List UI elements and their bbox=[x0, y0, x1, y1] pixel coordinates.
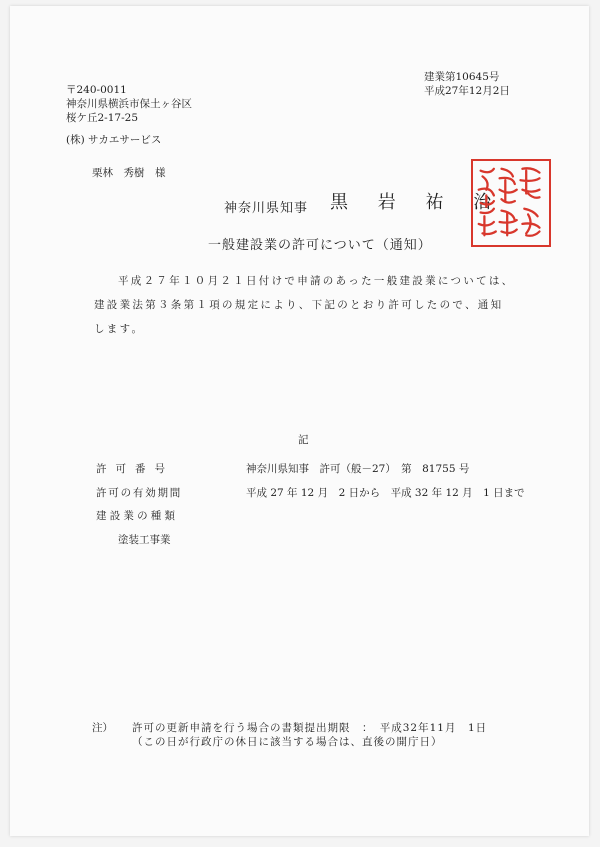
detail-label-validity: 許可の有効期間 bbox=[96, 487, 183, 499]
note-line-1: 許可の更新申請を行う場合の書類提出期限 ： 平成32年11月 1日 bbox=[132, 722, 488, 734]
note-prefix: 注） bbox=[92, 722, 113, 734]
note-line-2: （この日が行政庁の休日に該当する場合は、直後の開庁日） bbox=[132, 736, 443, 748]
address-line-1: 神奈川県横浜市保土ヶ谷区 bbox=[66, 98, 192, 110]
body-line-1: 平成２７年１０月２１日付けで申請のあった一般建設業については、 bbox=[118, 275, 515, 287]
detail-value-validity: 平成 27 年 12 月 2 日から 平成 32 年 12 月 1 日まで bbox=[246, 487, 525, 499]
body-line-2: 建設業法第３条第１項の規定により、下記のとおり許可したので、通知 bbox=[94, 299, 504, 311]
document-page bbox=[10, 6, 589, 836]
recipient-person: 栗林 秀樹 様 bbox=[92, 167, 166, 179]
body-line-3: します。 bbox=[94, 323, 145, 335]
issuer-name: 黒 岩 祐 治 bbox=[330, 192, 504, 213]
company-name: (株) サカエサービス bbox=[66, 134, 162, 146]
issuer-title: 神奈川県知事 bbox=[224, 201, 309, 216]
business-type-value: 塗装工事業 bbox=[118, 534, 171, 546]
detail-label-permit-number: 許可番号 bbox=[96, 463, 174, 475]
postal-code: 〒240-0011 bbox=[66, 84, 127, 96]
detail-label-business-type: 建設業の種類 bbox=[96, 510, 179, 522]
issue-date: 平成27年12月2日 bbox=[424, 85, 510, 97]
notice-subject: 一般建設業の許可について（通知） bbox=[208, 238, 432, 253]
document-number: 建業第10645号 bbox=[424, 71, 500, 83]
seal-calligraphy bbox=[473, 161, 549, 245]
official-seal-stamp bbox=[471, 159, 551, 247]
address-line-2: 桜ケ丘2-17-25 bbox=[66, 112, 138, 124]
ki-marker: 記 bbox=[298, 434, 309, 446]
detail-value-permit-number: 神奈川県知事 許可（般－27） 第 81755 号 bbox=[246, 463, 470, 475]
